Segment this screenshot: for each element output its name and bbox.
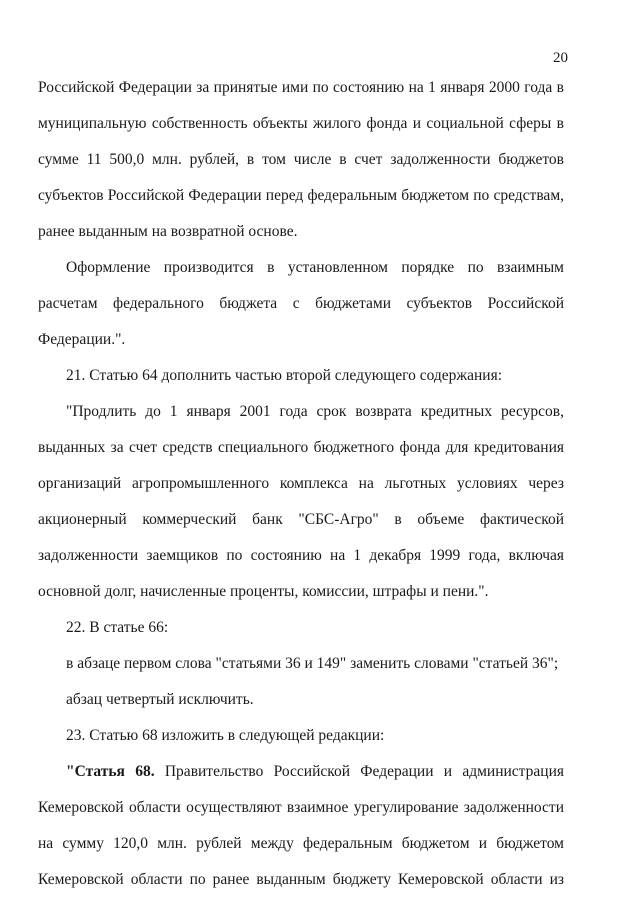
text-line: "Продлить до 1 января 2001 года срок возврата кредитных ресурсов,	[66, 403, 564, 420]
text-span: Правительство Российской Федерации и администрация	[154, 763, 564, 780]
text-line: Федерации.".	[38, 331, 126, 348]
text-line: 22. В статье 66:	[66, 619, 169, 636]
text-line: Кемеровской области по ранее выданным бюджету Кемеровской области из	[38, 871, 564, 888]
text-line: Кемеровской области осуществляют взаимное урегулирование задолженности	[38, 799, 564, 816]
text-line: расчетам федерального бюджета с бюджетами субъектов Российской	[38, 295, 564, 312]
text-line: на сумму 120,0 млн. рублей между федеральным бюджетом и бюджетом	[38, 835, 564, 852]
text-line: в абзаце первом слова "статьями 36 и 149" заменить словами "статьей 36";	[66, 655, 559, 672]
text-line: 21. Статью 64 дополнить частью второй следующего содержания:	[66, 367, 503, 384]
text-line: основной долг, начисленные проценты, комиссии, штрафы и пени.".	[38, 583, 489, 600]
text-line: субъектов Российской Федерации перед федеральным бюджетом по средствам,	[38, 187, 564, 204]
text-line: акционерный коммерческий банк "СБС-Агро" в объеме фактической	[38, 511, 564, 528]
text-line: Российской Федерации за принятые ими по состоянию на 1 января 2000 года в	[38, 79, 564, 96]
article-title: "Статья 68.	[66, 763, 155, 780]
article-heading-line	[66, 762, 564, 782]
text-line: абзац четвертый исключить.	[66, 691, 254, 708]
text-line: организаций агропромышленного комплекса на льготных условиях через	[38, 475, 564, 492]
text-line: задолженности заемщиков по состоянию на 1 декабря 1999 года, включая	[38, 547, 564, 564]
text-line: выданных за счет средств специального бюджетного фонда для кредитования	[38, 439, 564, 456]
text-line: сумме 11 500,0 млн. рублей, в том числе в счет задолженности бюджетов	[38, 151, 564, 168]
text-line: 23. Статью 68 изложить в следующей редакции:	[66, 727, 385, 744]
text-line: ранее выданным на возвратной основе.	[38, 223, 298, 240]
text-line: Оформление производится в установленном порядке по взаимным	[66, 259, 564, 276]
page-number: 20	[553, 50, 568, 66]
text-line: муниципальную собственность объекты жилого фонда и социальной сферы в	[38, 115, 564, 132]
